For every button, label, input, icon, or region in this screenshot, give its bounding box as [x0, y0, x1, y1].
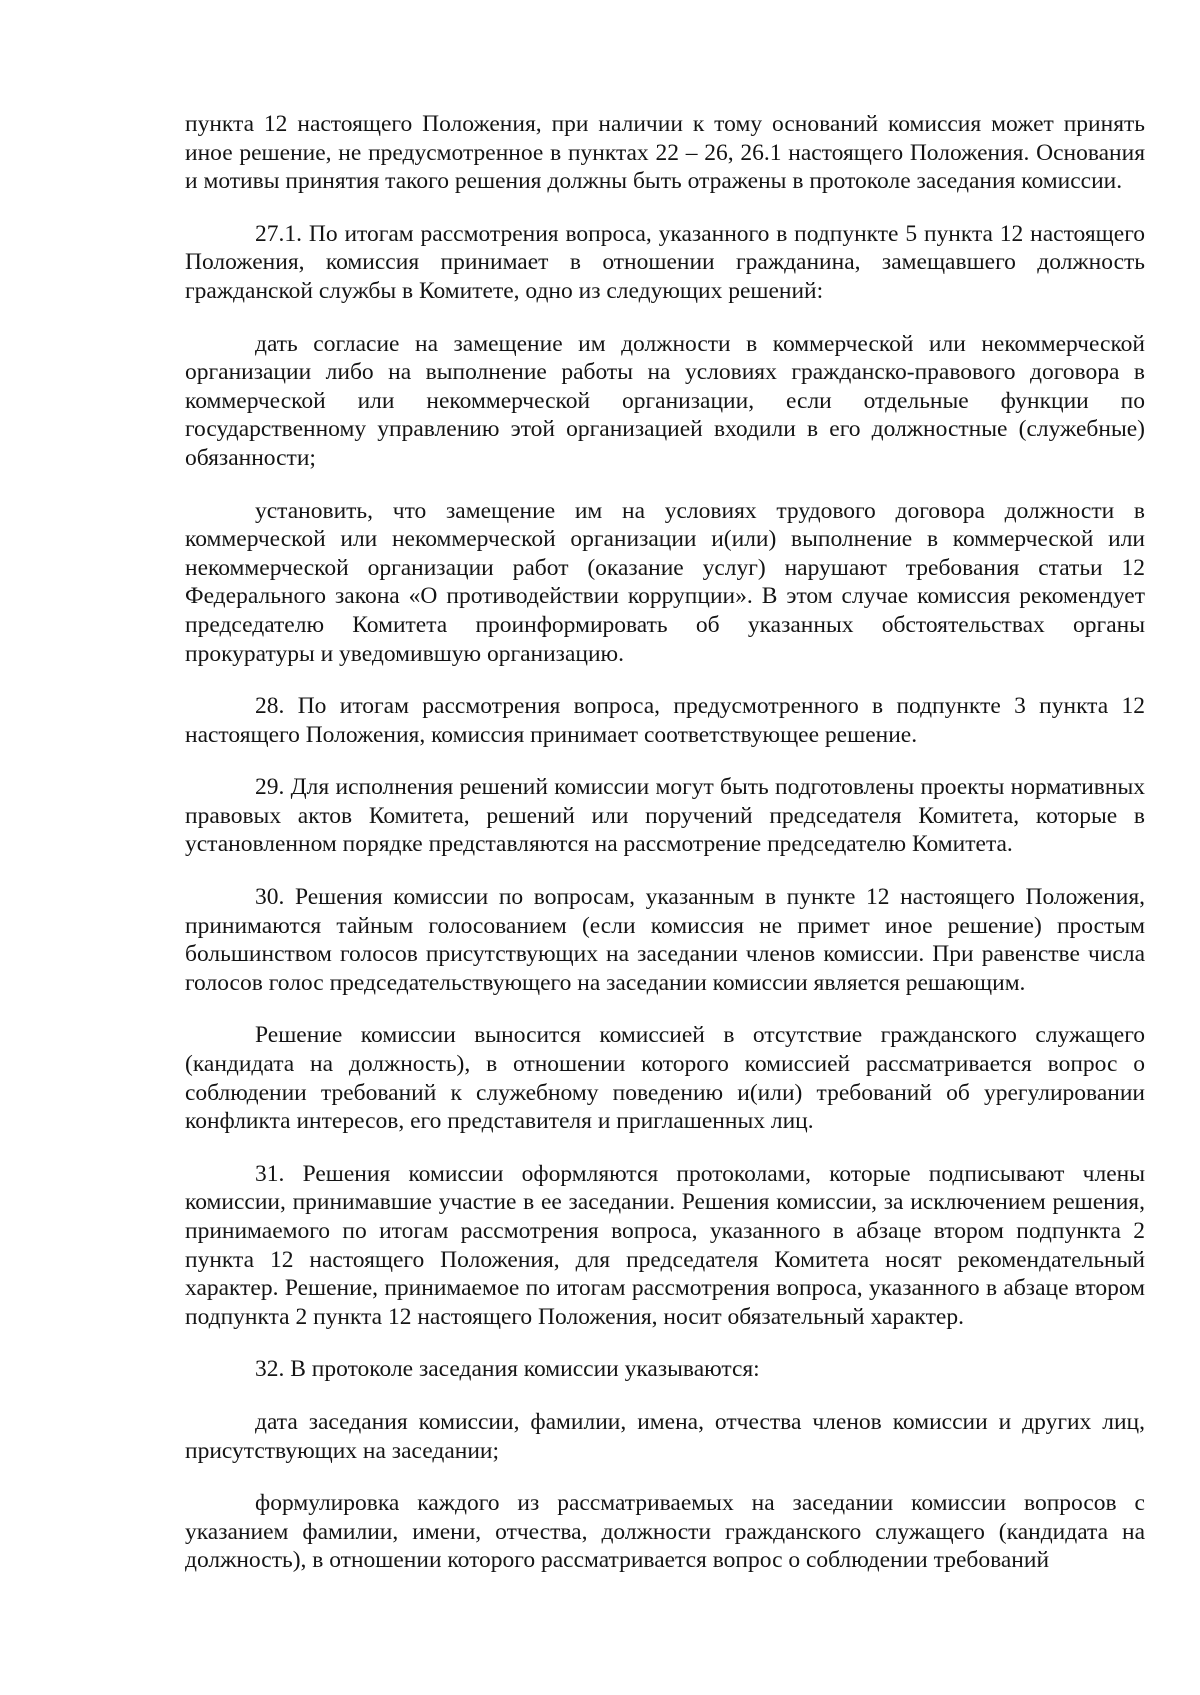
paragraph-32-wording: формулировка каждого из рассматриваемых на заседании комиссии вопросов с указанием фамилии, имени, отчества, должности гражданского служащего (кандидата на должность), в отношении которого рассматривается вопрос о соблюдении требований — [185, 1490, 1145, 1574]
paragraph-32-date: дата заседания комиссии, фамилии, имена, отчества членов комиссии и других лиц, присутствующих на заседании; — [185, 1408, 1145, 1464]
paragraph-1: пункта 12 настоящего Положения, при наличии к тому оснований комиссия может принять иное решение, не предусмотренное в пунктах 22 – 26, 26.1 настоящего Положения. Основания и мотивы принятия такого решения должны быть отражены в протоколе заседания комиссии. — [185, 111, 1145, 195]
paragraph-28: 28. По итогам рассмотрения вопроса, предусмотренного в подпункте 3 пункта 12 настоящего Положения, комиссия принимает соответствующее решение. — [185, 693, 1145, 748]
paragraph-27-1: 27.1. По итогам рассмотрения вопроса, указанного в подпункте 5 пункта 12 настоящего Положения, комиссия принимает в отношении гражданина, замещавшего должность гражданской службы в Комитете, одно из следующих решений: — [185, 220, 1145, 304]
paragraph-32: 32. В протоколе заседания комиссии указываются: — [255, 1356, 760, 1383]
paragraph-29: 29. Для исполнения решений комиссии могут быть подготовлены проекты нормативных правовых актов Комитета, решений или поручений председателя Комитета, которые в установленном порядке представляются на рассмотрение председателю Комитета. — [185, 774, 1145, 858]
document-body — [185, 110, 1145, 1575]
paragraph-consent: дать согласие на замещение им должности в коммерческой или некоммерческой организации либо на выполнение работы на условиях гражданско-правового договора в коммерческой или некоммерческой организации, если отдельные функции по государственному управлению этой организацией входили в его должностные (служебные) обязанности; — [185, 330, 1145, 471]
paragraph-30-decision: Решение комиссии выносится комиссией в отсутствие гражданского служащего (кандидата на должность), в отношении которого комиссией рассматривается вопрос о соблюдении требований к служебному поведению и(или) требований об урегулировании конфликта интересов, его представителя и приглашенных лиц. — [185, 1022, 1145, 1135]
paragraph-30: 30. Решения комиссии по вопросам, указанным в пункте 12 настоящего Положения, принимаются тайным голосованием (если комиссия не примет иное решение) простым большинством голосов присутствующих на заседании членов комиссии. При равенстве числа голосов голос председательствующего на заседании комиссии является решающим. — [185, 884, 1145, 996]
paragraph-violation: установить, что замещение им на условиях трудового договора должности в коммерческой или некоммерческой организации и(или) выполнение в коммерческой или некоммерческой организации работ (оказание услуг) нарушают требования статьи 12 Федерального закона «О противодействии коррупции». В этом случае комиссия рекомендует председателю Комитета проинформировать об указанных обстоятельствах органы прокуратуры и уведомившую организацию. — [185, 497, 1145, 667]
paragraph-31: 31. Решения комиссии оформляются протоколами, которые подписывают члены комиссии, принимавшие участие в ее заседании. Решения комиссии, за исключением решения, принимаемого по итогам рассмотрения вопроса, указанного в абзаце втором подпункта 2 пункта 12 настоящего Положения, для председателя Комитета носят рекомендательный характер. Решение, принимаемое по итогам рассмотрения вопроса, указанного в абзаце втором подпункта 2 пункта 12 настоящего Положения, носит обязательный характер. — [185, 1160, 1145, 1330]
